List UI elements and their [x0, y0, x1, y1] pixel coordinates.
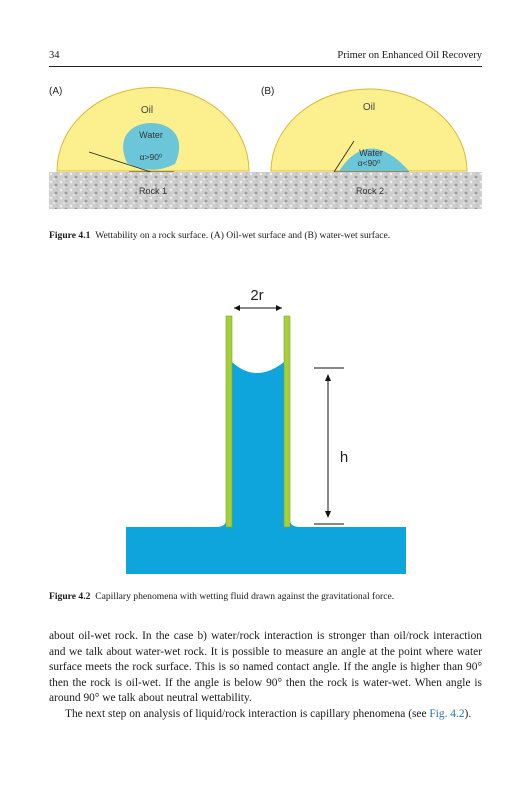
figure-4-2-caption	[49, 591, 489, 603]
height-arrow-head-top	[325, 374, 331, 381]
radius-arrow-head-right	[276, 305, 282, 311]
panel-b-label: (B)	[261, 86, 275, 97]
radius-label: 2r	[250, 287, 264, 304]
figure-4-2-graphic	[126, 284, 406, 574]
radius-arrow-head-left	[234, 305, 240, 311]
tube-wall-right	[284, 316, 290, 527]
body-paragraph-1: about oil-wet rock. In the case b) water/rock interaction is stronger than oil/rock interaction and we talk about water-wet rock. It is possible to measure an angle at the point where water surface meets the rock surface. This is so named contact angle. If the angle is higher than 90° then the rock is oil-wet. If the angle is below 90° then the rock is water-wet. When angle is around 90° we talk about neutral wettability.	[49, 630, 482, 705]
panel-b	[261, 86, 482, 209]
height-label: h	[339, 449, 349, 466]
fluid-reservoir	[126, 527, 406, 574]
water-label-b: Water	[359, 148, 383, 158]
height-arrow-head-bottom	[325, 511, 331, 518]
figure-4-1-graphic	[49, 84, 482, 214]
fluid-column	[232, 362, 284, 530]
figure-4-1	[49, 84, 482, 214]
panel-a	[49, 86, 264, 209]
rock-label-b: Rock 2	[355, 186, 385, 196]
meniscus-right	[290, 520, 298, 527]
oil-label-a: Oil	[140, 105, 154, 116]
figure-4-1-caption-label: Figure 4.1	[49, 230, 91, 241]
figure-4-1-caption-text: Wettability on a rock surface. (A) Oil-wet surface and (B) water-wet surface.	[95, 230, 391, 241]
body-paragraph-2-text: The next step on analysis of liquid/rock interaction is capillary phenomena (see	[65, 707, 427, 720]
figure-4-1-caption	[49, 230, 489, 242]
angle-label-a: α>90⁰	[139, 152, 163, 162]
figure-4-2-caption-text: Capillary phenomena with wetting fluid drawn against the gravitational force.	[95, 591, 395, 602]
oil-label-b: Oil	[362, 102, 376, 113]
body-paragraph-2-end: ).	[464, 707, 472, 720]
body-text	[49, 629, 482, 723]
rock-label-a: Rock 1	[138, 186, 168, 196]
angle-label-b: α<90⁰	[357, 158, 381, 168]
header-rule	[49, 66, 482, 67]
water-label-a: Water	[139, 130, 163, 140]
figure-4-2-caption-label: Figure 4.2	[49, 591, 91, 602]
figure-4-2-link[interactable]: Fig. 4.2	[429, 707, 465, 720]
panel-a-label: (A)	[49, 86, 63, 97]
tube-wall-left	[226, 316, 232, 527]
running-title: Primer on Enhanced Oil Recovery	[337, 50, 482, 61]
meniscus-left	[218, 520, 226, 527]
body-paragraph-2	[49, 707, 482, 723]
page-number: 34	[49, 50, 60, 61]
figure-4-2	[126, 284, 406, 574]
